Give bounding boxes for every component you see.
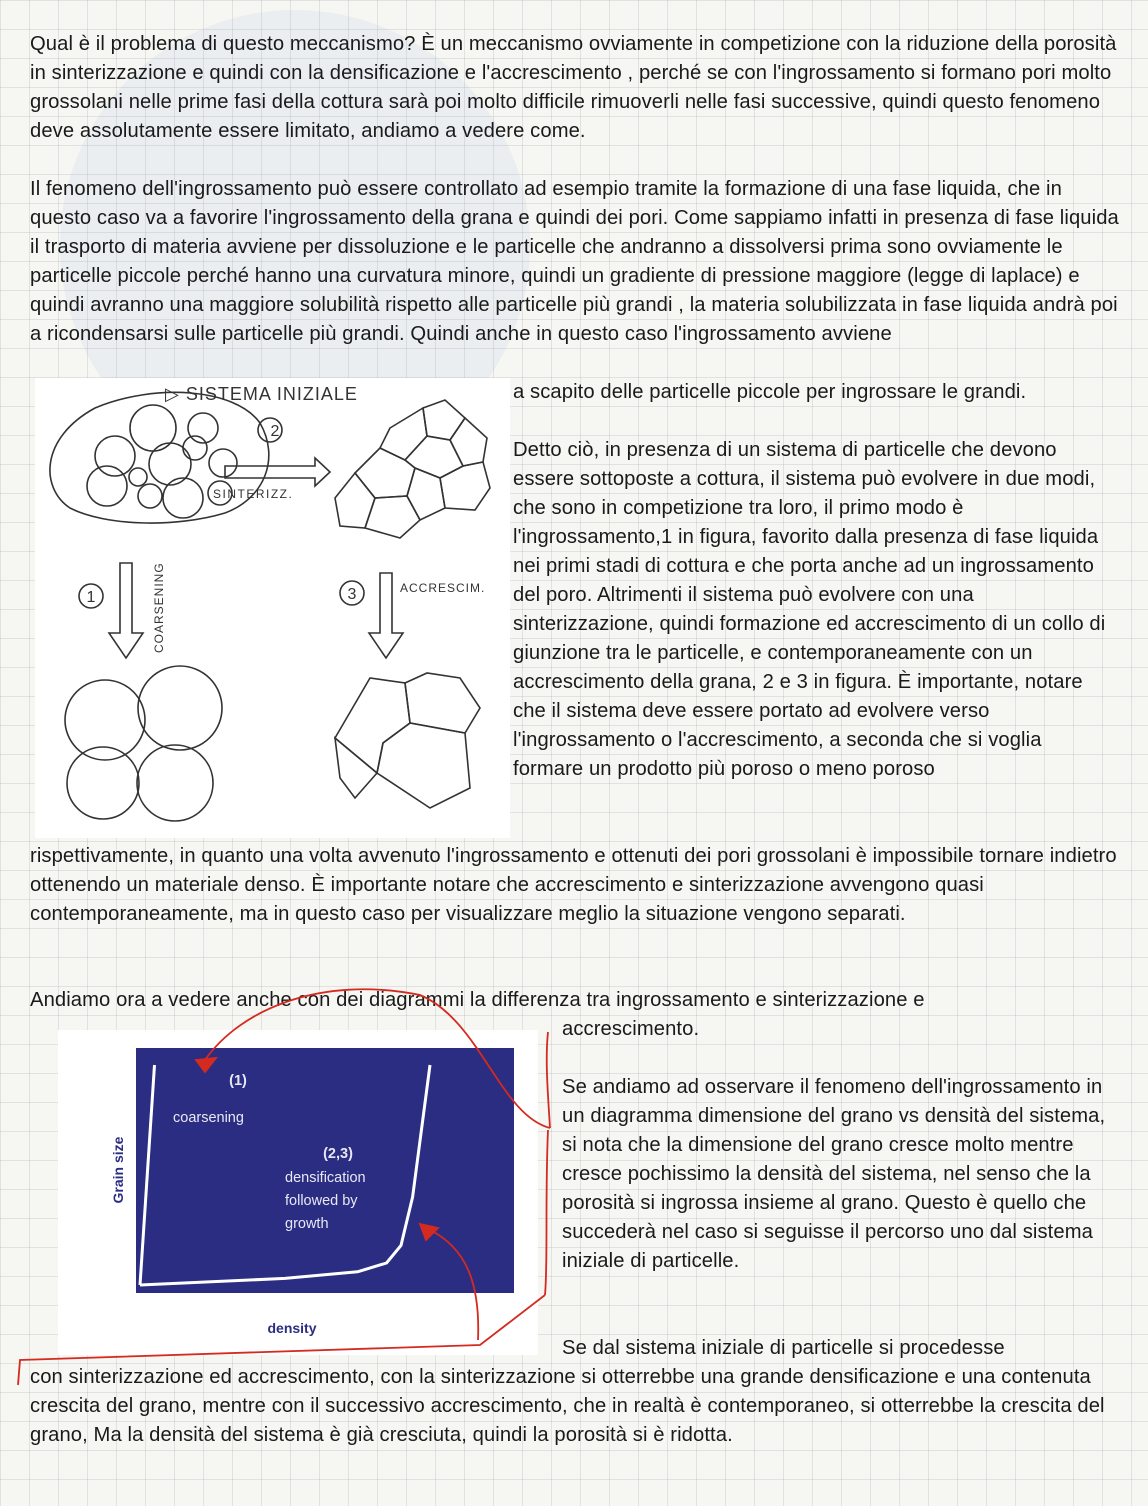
arrow-down-left-label: COARSENING [152, 562, 166, 653]
particle [163, 478, 203, 518]
grain-size-density-chart [58, 1030, 538, 1355]
particle [87, 466, 127, 506]
coarse-particle [67, 747, 139, 819]
paragraph-9: Se dal sistema iniziale di particelle si procedesse [562, 1337, 1005, 1359]
annotation-2-label: (2,3) [323, 1146, 353, 1162]
step-1-label: 1 [86, 589, 96, 606]
chart-x-label: density [267, 1320, 317, 1336]
step-2-label: 2 [270, 423, 280, 440]
chart-panel [58, 1030, 538, 1355]
particle [130, 405, 176, 451]
paragraph-10: con sinterizzazione ed accrescimento, con la sinterizzazione si otterrebbe una grande densificazione e una contenuta crescita del grano, mentre con il successivo accrescimento, che in realtà è contemporaneo, si otterrebbe la crescita del grano, Ma la densità del sistema è già cresciuta, quindi la porosità si è ridotta. [30, 1366, 1105, 1446]
sketch-figure [35, 378, 510, 838]
grain [450, 418, 487, 466]
arrow-down-right-label: ACCRESCIM. [400, 581, 486, 595]
particle [209, 449, 237, 477]
arrow-right-label: SINTERIZZ. [213, 487, 294, 501]
annotation-1-label: (1) [229, 1073, 247, 1089]
particle [95, 436, 135, 476]
annotation-2-line-3: growth [285, 1216, 329, 1232]
particle [138, 484, 162, 508]
coarse-particle [65, 680, 145, 760]
coarse-particle [137, 745, 213, 821]
paragraph-7: accrescimento. [562, 1018, 700, 1040]
annotation-2-line-2: followed by [285, 1193, 358, 1209]
paragraph-6: Andiamo ora a vedere anche con dei diagrammi la differenza tra ingrossamento e sinterizzazione e [30, 989, 925, 1011]
red-bracket-right [545, 1130, 548, 1295]
paragraph-2: Il fenomeno dell'ingrossamento può essere controllato ad esempio tramite la formazione di una fase liquida, che in questo caso va a favorire l'ingrossamento della grana e quindi dei pori. Come sappiamo infatti in presenza di fase liquida il trasporto di materia avviene per dissoluzione e le particelle che andranno a dissolversi prima sono ovviamente le particelle piccole perché hanno una curvatura minore, quindi un gradiente di pressione maggiore (legge di laplace) e quindi avranno una maggiore solubilità rispetto alle particelle più grandi , la materia solubilizzata in fase liquida andrà poi a ricondensarsi sulle particelle più grandi. Quindi anche in questo caso l'ingrossamento avviene [30, 178, 1119, 345]
grain [355, 448, 415, 498]
paragraph-5: rispettivamente, in quanto una volta avvenuto l'ingrossamento e ottenuti dei pori grossolani è impossibile tornare indietro ottenendo un materiale denso. È importante notare che accrescimento e sinterizzazione avvengono quasi contemporaneamente, ma in questo caso per visualizzare meglio la situazione vengono separati. [30, 845, 1117, 925]
annotation-2-line-1: densification [285, 1170, 366, 1186]
grown-grain [335, 678, 410, 773]
coarse-particle [138, 666, 222, 750]
grown-grain [377, 723, 470, 808]
grain [423, 400, 465, 440]
step-3-label: 3 [347, 586, 357, 603]
paragraph-8: Se andiamo ad osservare il fenomeno dell'ingrossamento in un diagramma dimensione del grano vs densità del sistema, si nota che la dimensione del grano cresce molto mentre cresce pochissimo la densità del sistema, nel senso che la porosità si ingrossa insieme al grano. Questo è quello che succederà nel caso si seguisse il percorso uno dal sistema iniziale di particelle. [562, 1076, 1106, 1272]
arrow-right [225, 458, 330, 486]
paragraph-3: a scapito delle particelle piccole per ingrossare le grandi. [513, 381, 1027, 403]
paragraph-4: Detto ciò, in presenza di un sistema di particelle che devono essere sottoposte a cottura, il sistema può evolvere in due modi, che sono in competizione tra loro, il primo modo è l'ingrossamento,1 in figura, favorito dalla presenza di fase liquida nei primi stadi di cottura e che porta anche ad un ingrossamento del poro. Altrimenti il sistema può evolvere con una sinterizzazione, quindi formazione ed accrescimento di un collo di giunzione tra le particelle, e contemporaneamente con un accrescimento della grana, 2 e 3 in figura. È importante, notare che il sistema deve essere portato ad evolvere verso l'ingrossamento o l'accrescimento, a seconda che si voglia formare un prodotto più poroso o meno poroso [513, 439, 1106, 780]
initial-system-label: ▷ SISTEMA INIZIALE [165, 384, 358, 404]
grain [407, 468, 445, 520]
arrow-down-left [109, 563, 143, 658]
chart-y-label: Grain size [110, 1136, 126, 1204]
paragraph-1: Qual è il problema di questo meccanismo? È un meccanismo ovviamente in competizione con la riduzione della porosità in sinterizzazione e quindi con la densificazione e l'accrescimento , perché se con l'ingrossamento si formano pori molto grossolani nelle prime fasi della cottura sarà poi molto difficile rimuoverli nelle fasi successive, quindi questo fenomeno deve assolutamente essere limitato, andiamo a vedere come. [30, 33, 1117, 142]
grain [335, 473, 375, 528]
particle [129, 468, 147, 486]
grown-grain [335, 738, 377, 798]
sketch-drawing [35, 378, 510, 838]
particle [183, 436, 207, 460]
arrow-down-right [369, 573, 403, 658]
grain [440, 462, 490, 510]
annotation-1-text: coarsening [173, 1110, 244, 1126]
grain [365, 496, 420, 538]
